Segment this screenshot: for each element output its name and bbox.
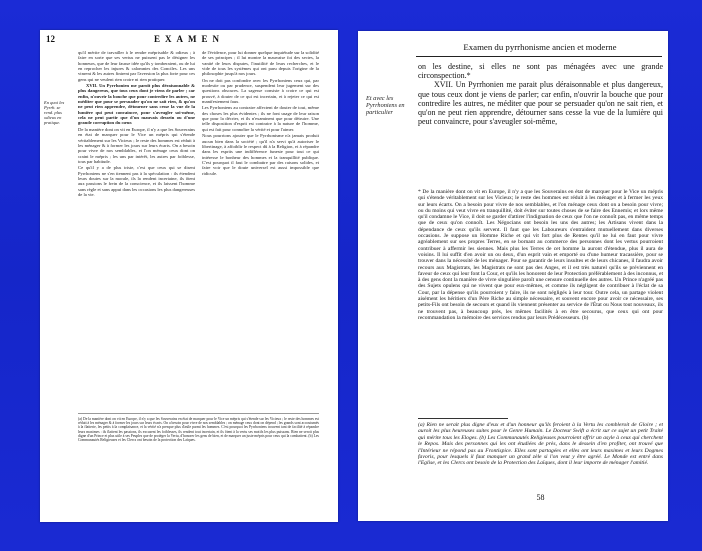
right-asterisk-note (418, 189, 663, 413)
left-page-header (46, 34, 332, 46)
right-body-para: on les destine, si elles ne sont pas ménagées avec une grande circonspection.* (418, 62, 663, 81)
left-running-title: EXAMEN (154, 34, 224, 44)
right-note-text: * De la manière dont on vit en Europe, il n'y a que les Souverains en état de marquer pour le Vice un mépris qui s'étende véritablement sur les Vicieux; le reste des hommes est réduit à les ménager et à fermer les yeux sur leurs écarts. On a besoin pour vivre de nos semblables, et l'on ménage ceux dont on a besoin pour vivre; ou du moins qui veut vivre en tranquillité, doit éviter sur toutes choses de se faire des Ennemis; et lors même qu'il condamne le Vice, il doit se garder d'attirer l'indignation de ceux que l'on ne connoît pas, en même temps que de ceux qu'on connoît. Les Négocians ont besoin les uns des autres; les Artisans vivent dans la dépendance de ceux qu'ils servent. Il faut que les Laboureurs s'entraident mutuellement dans diverses occasions. Je suppose un Homme Riche et qui vit fort plus de Rentes qu'il ne lui en faut pour vivre agréablement sur ses propres Terres, en se bornant au commerce des personnes dont les vertus pourroient contribuer à affermir les siennes. Mais plus les Terres de cet homme la auront d'étendue, plus il aura de voisins. Il lui suffit d'en avoir un ou deux, d'un esprit vain et emporté ou d'une humeur tracassière, pour se trouver dans la nécessité de les ménager. Pour se garantir de leurs insultes et de leurs chicanes, il faudra avoir recours aux Magistrats, les Magistrats ne sont pas des Anges, et il est très naturel qu'ils se préviennent en faveur de ceux qui leur font la Cour, et qu'ils les honorent de leur Protection préférablement à des inconnus, et à des gens dont la manière de vivre singulière paroît une censure continuelle des autres. Un Prince n'agréé pas des Sujets opulens qui ne vivent que pour eux-mêmes, et comme ils négligent de contribuer à l'éclat de sa Cour, par la dépense qu'ils pourroient y faire, ils ne sont négligés à leur tour. Outre cela, un partage violent aisément les héritiers d'un Père Riche au simple nécessaire, et souvent encore pour avoir ce nécessaire, ses petits-Fils ont besoin de secours et quand ils viennent présenter au service de l'État ou Nous tout nouveaux, ils ne trouvent pas, à beaucoup près, les mêmes facilités à en être secourus, que ceux qui ont pour recommandation la mémoire des services rendus par leurs Prédécesseurs. (b) (418, 189, 663, 321)
right-body-text (418, 62, 663, 126)
right-page-number: 58 (536, 493, 545, 502)
left-footnote: (a) De la manière dont on vit en Europe, il n'y a que les Souverains en état de marquer pour le Vice un mépris qui s'étende sur les Vicieux ; le reste des hommes est réduit à les ménager & à former les jours sur leurs écarts. On a besoin pour vivre de nos semblables ; on ménage ceux dont on dépend ; les grands sont accoutumés à la flatterie, les petits à la complaisance, et la vérité n'a presque plus d'asile parmi les hommes. C'est pourquoi les Pyrrhoniens trouvent tant de facilité à répandre leurs maximes : ils flattent les passions, ils excusent les foiblesses, ils rendent tout incertain, et ils ôtent à la vertu ses motifs les plus puissans. Rien ne seroit plus digne d'un Prince et plus utile à ses Peuples que de protéger la Vertu, d'honorer les gens de bien, et de marquer un juste mépris pour ceux qui la combattent. (b) Les Communautés Religieuses et les Clercs ont besoin de la protection des Laïques. (78, 413, 319, 517)
right-margin-note: Et avec les Pyrrhoniens en particulier (366, 95, 405, 116)
left-col1-para: De la manière dont on vit en Europe, il n'y a que les Souverains en état de marquer pour le Vice un mépris qui s'étende véritablement sur les Vicieux ; le reste des hommes est réduit à les ménager & à former les jours sur leurs écarts. On a besoin pour vivre de nos semblables, et l'on ménage ceux dont on craint le mépris ; les uns par intérêt, les autres par foiblesse, tous par habitude. (78, 126, 195, 164)
left-col2-para: Les Pyrrhoniens au contraire affectent de douter de tout, même des choses les plus évidentes ; ils ne font usage de leur raison que pour la décrier, et ils n'examinent que pour détruire. Une telle disposition d'esprit est contraire à la nature de l'homme, qui est fait pour connoître la vérité et pour l'aimer. (202, 105, 319, 132)
right-body-para: XVII. Un Pyrrhonien me parait plus déraisonnable et plus dangereux, que tous ceux dont je viens de parler; car enfin, n'ouvrir la bouche que pour contredire les autres, ne méditer que pour se persuader qu'on ne sait rien, et qu'on ne peut rien apprendre, détourner sans cesse la vue de la lumière qui peut convaincre, pour s'aveugler soi-même, (418, 80, 663, 127)
right-footnotes (418, 422, 663, 486)
left-column-2 (202, 50, 319, 408)
left-col1-para: Ce qu'il y a de plus triste, c'est que ceux qui se disent Pyrrhoniens ne s'en tiennent pas à la spéculation : ils étendent leurs doutes sur la morale, ils la rendent incertaine, ils ôtent aux passions le frein de la conscience, et ils laissent l'homme sans règle et sans appui dans les occasions les plus dangereuses de la vie. (78, 165, 195, 197)
right-footnote-text: (a) Rien ne serait plus digne d'eux et d'un honneur qu'ils feroient à la Vertu les combleroit de Gloire ; et auroit les plus heureuses suites pour le Genre Humain. Le Docteur Swift a écrit sur ce sujet un petit Traité qui mérite tous les Eloges. (b) Les Communautés Religieuses pourroient offrir un asyle à ceux qui cherchent le Repos. Mais des personnes qui les ont étudiées de près, dans le dessein d'en profiter, ont trouvé que l'Intérieur ne répond pas au Frontispice. Elles sont partagées et elles ont leurs maximes et leurs Dogmes favoris, pour lesquels il faut manquer un grand zèle si l'on veut y être agréé. Le Monde est entré dans l'Eglise, et les Clercs ont besoin de la Protection des Laïques, dont il leur importe de ménager l'amitié. (418, 422, 663, 467)
right-running-head: Examen du pyrrhonisme ancien et moderne (463, 42, 617, 52)
left-col2-para: Nous pourrions ajouter que le Pyrrhonisme n'a jamais produit aucun bien dans la société ; qu'il n'a servi qu'à autoriser le libertinage, à affoiblir le respect dû à la Religion, et à répandre dans les esprits une indifférence funeste pour tout ce qui intéresse le bonheur des hommes et la tranquillité publique. C'est pourquoi il faut le combattre par des raisons solides, et faire voir que le doute universel est aussi impossible que ridicule. (202, 133, 319, 176)
left-col2-para: On ne doit pas confondre avec les Pyrrhoniens ceux qui, par modestie ou par prudence, suspendent leur jugement sur des questions obscures. La sagesse consiste à croire ce qui est prouvé, à douter de ce qui est incertain, et à rejeter ce qui est manifestement faux. (202, 77, 319, 105)
left-col1-para: XVII. Un Pyrrhonien me paroît plus déraisonnable & plus dangereux, que tous ceux dont je viens de parler ; car enfin, n'ouvrir la bouche que pour contredire les autres, ne méditer que pour se persuader qu'on ne sait rien, & qu'on ne peut rien apprendre, détourner sans cesse la vue de la lumière qui peut convaincre, pour s'aveugler soi-même, cela ne peut partir que d'un mauvais dessein ou d'une grande corruption du cœur. (78, 83, 195, 126)
facsimile-page-left (40, 30, 338, 522)
left-margin-note: En quoi les Pyrrh. se rend. plus odieux en pratique. (44, 100, 65, 125)
footnote-rule (418, 418, 508, 419)
edition-page-right (358, 31, 668, 521)
left-page-number: 12 (46, 34, 55, 44)
left-col1-para: qu'il mérite de travailler à le rendre méprisable & odieux ; à faire en sorte que ses vertus ne puissent pas le désigner les honneurs, que de leur fausse idée qu'ils y tomberaient, ou de lui en reprocher les injures & calomnies des Conciles. Les uns vinrent & les autres finirent par l'aversion la plus forte pour ces gens qui ne veulent rien croire ni rien pratiquer. (78, 50, 195, 82)
left-col2-para: de l'évidence, pour lui donner quelque inquiétude sur la solidité de ses principes ; il lui montre la mauvaise foi des sectes, la vanité de leurs disputes, l'inutilité de leurs recherches, et le vide de tous les systèmes qui ont paru depuis l'origine de la philosophie jusqu'à nos jours. (202, 50, 319, 77)
left-column-1 (78, 50, 195, 408)
header-rule (416, 56, 662, 57)
